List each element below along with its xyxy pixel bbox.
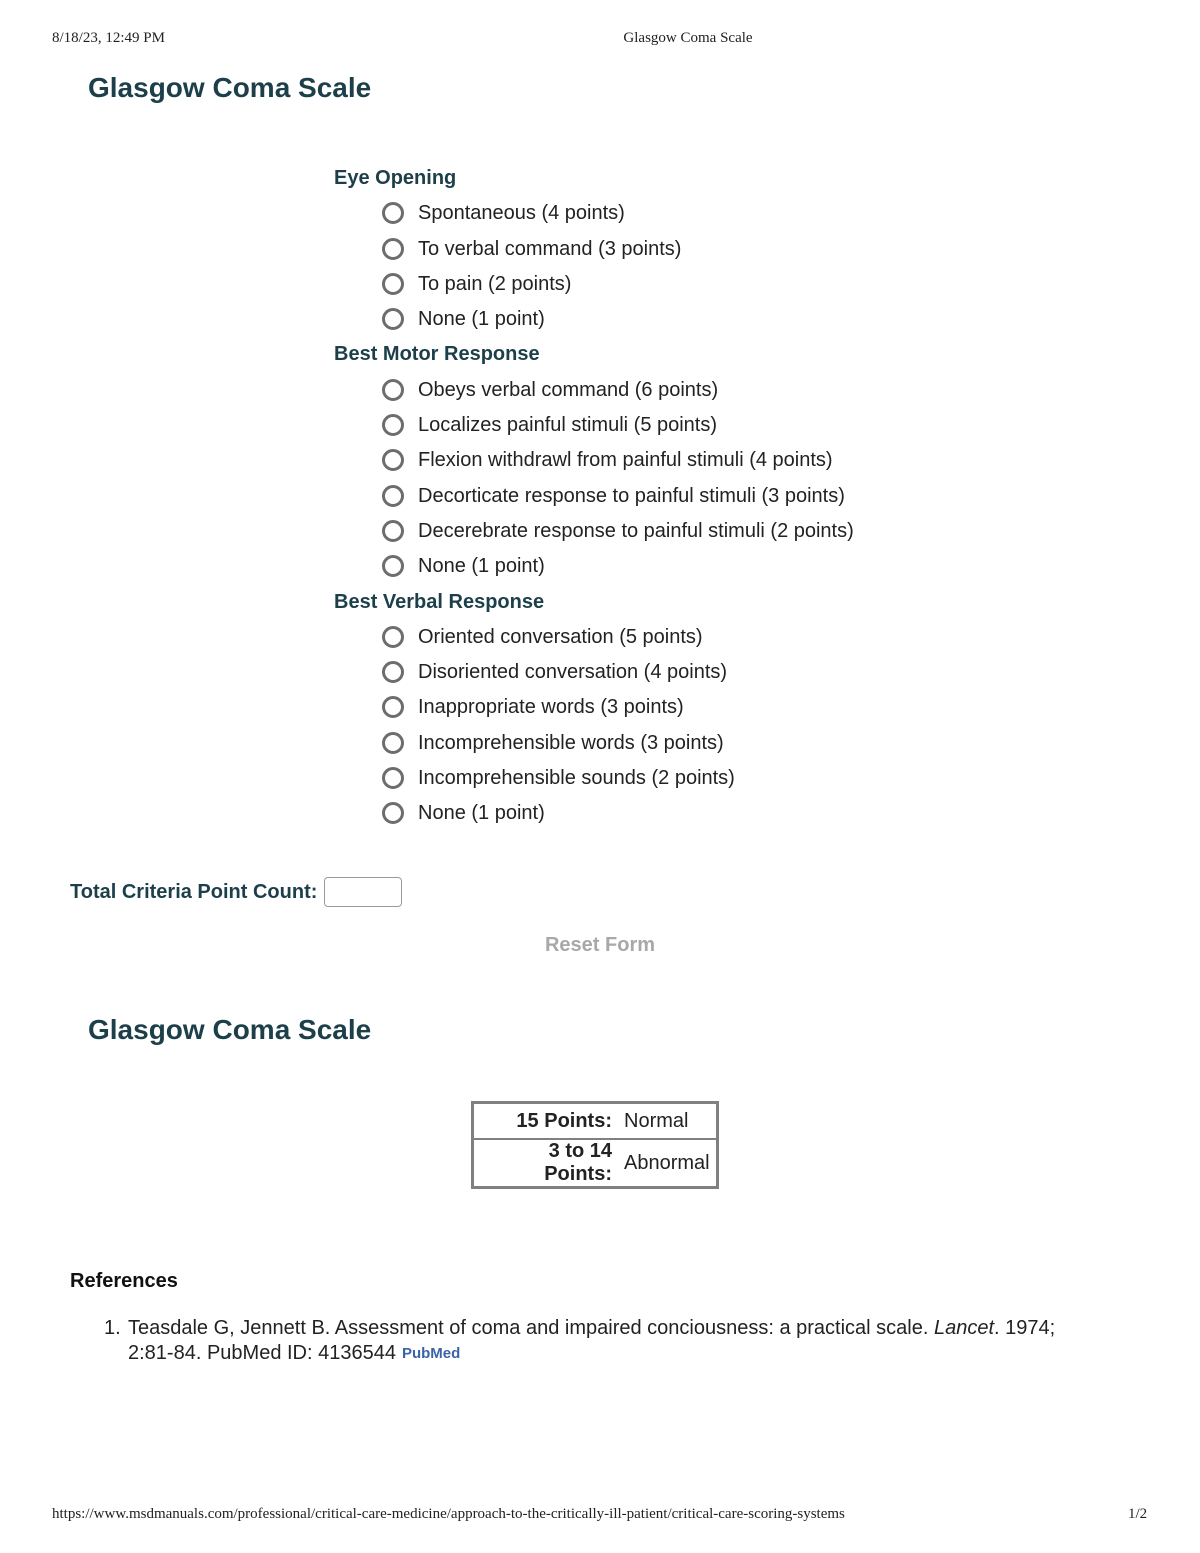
option-label: Decerebrate response to painful stimuli (2 points) [418, 519, 854, 542]
option-verbal-none[interactable] [334, 799, 854, 834]
radio-button[interactable] [382, 767, 404, 789]
gcs-form [334, 164, 854, 835]
references-list [104, 1316, 1114, 1366]
print-date: 8/18/23, 12:49 PM [52, 30, 165, 46]
radio-button[interactable] [382, 732, 404, 754]
option-to-pain[interactable] [334, 270, 854, 305]
option-label: Decorticate response to painful stimuli (3 points) [418, 484, 845, 507]
option-decerebrate-response[interactable] [334, 517, 854, 552]
option-label: Incomprehensible sounds (2 points) [418, 767, 735, 790]
option-label: Oriented conversation (5 points) [418, 625, 703, 648]
references-heading: References [70, 1270, 178, 1292]
option-label: None (1 point) [418, 555, 545, 578]
meaning-cell: Abnormal [624, 1139, 717, 1188]
interpretation-table [471, 1101, 719, 1189]
radio-button[interactable] [382, 449, 404, 471]
table-row [473, 1103, 718, 1140]
print-footer-url: https://www.msdmanuals.com/professional/critical-care-medicine/approach-to-the-critically-ill-patient/critical-care-scoring-systems [52, 1506, 845, 1522]
option-label: Disoriented conversation (4 points) [418, 661, 728, 684]
points-cell: 15 Points: [473, 1103, 625, 1140]
radio-button[interactable] [382, 661, 404, 683]
option-spontaneous[interactable] [334, 199, 854, 234]
total-points-field[interactable] [324, 877, 402, 907]
total-row [70, 877, 402, 907]
print-header-title: Glasgow Coma Scale [623, 30, 753, 46]
option-label: Flexion withdrawl from painful stimuli (4 points) [418, 449, 833, 472]
section-heading: Best Motor Response [334, 343, 540, 366]
table-row [473, 1139, 718, 1188]
reference-text: Teasdale G, Jennett B. Assessment of coma and impaired conciousness: a practical scale. [128, 1317, 929, 1339]
radio-button[interactable] [382, 379, 404, 401]
option-label: Incomprehensible words (3 points) [418, 731, 724, 754]
option-oriented-conversation[interactable] [334, 623, 854, 658]
option-label: Localizes painful stimuli (5 points) [418, 414, 718, 437]
option-label: Inappropriate words (3 points) [418, 696, 684, 719]
reference-text-end: . 1974; [994, 1317, 1056, 1339]
pubmed-logo-link[interactable]: PubMed [401, 1345, 461, 1362]
section-heading: Eye Opening [334, 167, 457, 189]
option-inappropriate-words[interactable] [334, 693, 854, 728]
interpretation-title: Glasgow Coma Scale [88, 1014, 372, 1045]
section-eye-opening [334, 164, 854, 340]
option-motor-none[interactable] [334, 552, 854, 587]
radio-button[interactable] [382, 485, 404, 507]
radio-button[interactable] [382, 308, 404, 330]
radio-button[interactable] [382, 696, 404, 718]
section-best-motor-response [334, 340, 854, 587]
radio-button[interactable] [382, 202, 404, 224]
page-title: Glasgow Coma Scale [88, 72, 372, 103]
option-decorticate-response[interactable] [334, 482, 854, 517]
radio-button[interactable] [382, 414, 404, 436]
meaning-cell: Normal [624, 1103, 717, 1140]
section-best-verbal-response [334, 588, 854, 835]
radio-button[interactable] [382, 555, 404, 577]
option-label: Obeys verbal command (6 points) [418, 378, 719, 401]
radio-button[interactable] [382, 238, 404, 260]
radio-button[interactable] [382, 802, 404, 824]
option-localizes-painful-stimuli[interactable] [334, 411, 854, 446]
reference-item [104, 1316, 1114, 1341]
print-page-number: 1/2 [1128, 1506, 1148, 1522]
points-cell: 3 to 14 Points: [473, 1139, 625, 1188]
reference-journal: Lancet [933, 1317, 995, 1339]
option-to-verbal-command[interactable] [334, 235, 854, 270]
option-label: To pain (2 points) [418, 272, 572, 295]
reference-pubmed-id: 2:81-84. PubMed ID: 4136544 [128, 1342, 396, 1364]
option-obeys-verbal-command[interactable] [334, 376, 854, 411]
option-incomprehensible-words[interactable] [334, 729, 854, 764]
option-disoriented-conversation[interactable] [334, 658, 854, 693]
radio-button[interactable] [382, 520, 404, 542]
radio-button[interactable] [382, 273, 404, 295]
option-label: None (1 point) [418, 308, 545, 331]
option-flexion-withdrawl[interactable] [334, 446, 854, 481]
reference-item-line2 [104, 1341, 1114, 1366]
reset-form-button[interactable]: Reset Form [544, 934, 656, 956]
option-label: None (1 point) [418, 802, 545, 825]
option-eye-none[interactable] [334, 305, 854, 340]
section-heading: Best Verbal Response [334, 590, 545, 613]
option-label: To verbal command (3 points) [418, 237, 682, 260]
total-label: Total Criteria Point Count: [70, 880, 318, 903]
option-label: Spontaneous (4 points) [418, 202, 625, 225]
radio-button[interactable] [382, 626, 404, 648]
option-incomprehensible-sounds[interactable] [334, 764, 854, 799]
reference-number: 1. [104, 1317, 121, 1339]
